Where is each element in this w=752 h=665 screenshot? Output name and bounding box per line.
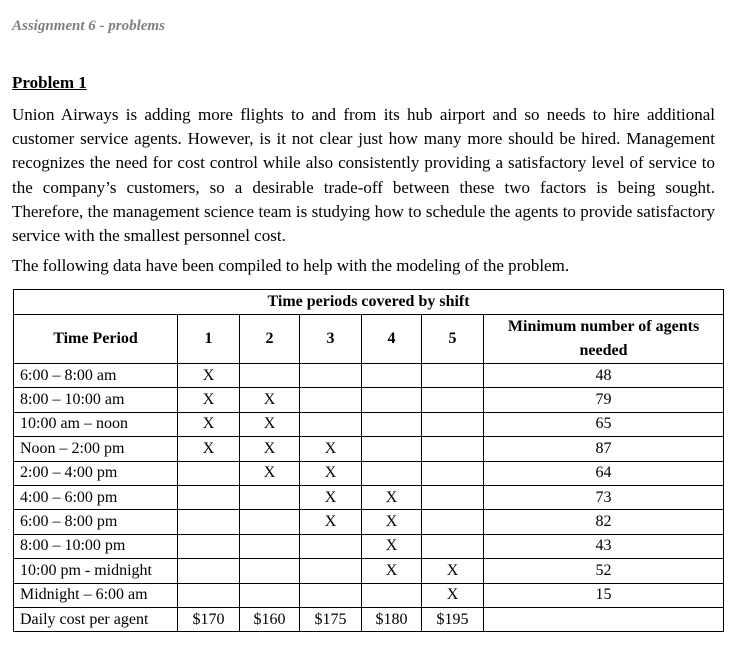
table-row <box>14 437 724 461</box>
shift-coverage-cell: X <box>240 461 300 485</box>
table-row <box>14 461 724 485</box>
shift-header: 2 <box>240 315 300 364</box>
time-period-cell: 6:00 – 8:00 am <box>14 364 178 388</box>
minimum-agents-cell: 48 <box>484 364 724 388</box>
shift-coverage-cell <box>300 364 362 388</box>
minimum-agents-cell: 73 <box>484 485 724 509</box>
shift-coverage-cell <box>178 461 240 485</box>
time-period-cell: 6:00 – 8:00 pm <box>14 510 178 534</box>
shift-header: 3 <box>300 315 362 364</box>
shift-coverage-cell <box>422 534 484 558</box>
shift-coverage-cell <box>178 559 240 583</box>
time-period-cell: 2:00 – 4:00 pm <box>14 461 178 485</box>
minimum-agents-cell: 52 <box>484 559 724 583</box>
shift-cost-cell: $195 <box>422 607 484 631</box>
shift-cost-cell: $160 <box>240 607 300 631</box>
shift-coverage-cell: X <box>300 510 362 534</box>
minimum-agents-cell: 82 <box>484 510 724 534</box>
shift-coverage-cell: X <box>240 412 300 436</box>
shift-header: 1 <box>178 315 240 364</box>
time-period-cell: Midnight – 6:00 am <box>14 583 178 607</box>
shift-coverage-cell: X <box>362 559 422 583</box>
cost-empty-cell <box>484 607 724 631</box>
shift-coverage-cell <box>240 583 300 607</box>
cost-row <box>14 607 724 631</box>
table-row <box>14 583 724 607</box>
shift-cost-cell: $170 <box>178 607 240 631</box>
table-body <box>14 364 724 632</box>
shift-coverage-cell: X <box>178 364 240 388</box>
shift-coverage-cell <box>300 559 362 583</box>
table-row <box>14 364 724 388</box>
shift-coverage-cell <box>240 364 300 388</box>
shift-coverage-cell: X <box>178 412 240 436</box>
shift-coverage-cell <box>178 534 240 558</box>
shift-coverage-cell: X <box>422 583 484 607</box>
time-period-cell: 10:00 am – noon <box>14 412 178 436</box>
shift-coverage-cell <box>178 583 240 607</box>
shift-coverage-cell: X <box>240 437 300 461</box>
shift-coverage-cell <box>422 388 484 412</box>
shift-coverage-cell <box>240 485 300 509</box>
table-row <box>14 510 724 534</box>
shift-coverage-cell <box>300 534 362 558</box>
shift-coverage-cell <box>422 485 484 509</box>
minimum-agents-cell: 43 <box>484 534 724 558</box>
minimum-agents-cell: 79 <box>484 388 724 412</box>
shift-coverage-cell <box>422 510 484 534</box>
minimum-agents-cell: 65 <box>484 412 724 436</box>
shift-coverage-cell <box>300 583 362 607</box>
document-header: Assignment 6 - problems <box>12 18 165 34</box>
shift-coverage-cell: X <box>362 510 422 534</box>
shift-coverage-cell <box>178 485 240 509</box>
group-header: Time periods covered by shift <box>14 290 724 315</box>
minimum-agents-cell: 15 <box>484 583 724 607</box>
minimum-agents-cell: 87 <box>484 437 724 461</box>
shift-coverage-cell <box>362 437 422 461</box>
table-row <box>14 534 724 558</box>
shift-coverage-cell <box>178 510 240 534</box>
shift-coverage-cell <box>362 388 422 412</box>
shift-coverage-cell: X <box>178 388 240 412</box>
time-period-cell: 10:00 pm - midnight <box>14 559 178 583</box>
table-row <box>14 412 724 436</box>
shift-coverage-cell: X <box>422 559 484 583</box>
shift-coverage-cell <box>422 461 484 485</box>
shift-coverage-cell <box>240 534 300 558</box>
shift-coverage-cell <box>362 412 422 436</box>
shift-coverage-cell: X <box>300 437 362 461</box>
problem-title: Problem 1 <box>12 73 87 92</box>
shift-coverage-cell: X <box>362 485 422 509</box>
problem-description: Union Airways is adding more flights to and from its hub airport and so needs to hire additional customer service agents. However, is it not clear just how many more should be hired. Management recognizes the need for cost control while also consistently providing a satisfactory level of service to the company’s customers, so a desirable trade-off between these two factors is being sought. Therefore, the management science team is studying how to schedule the agents to provide satisfactory service with the smallest personnel cost. <box>12 105 715 246</box>
table-row <box>14 485 724 509</box>
shift-coverage-cell <box>422 364 484 388</box>
shift-coverage-cell: X <box>240 388 300 412</box>
table-row <box>14 388 724 412</box>
shift-cost-cell: $180 <box>362 607 422 631</box>
shift-coverage-cell <box>240 510 300 534</box>
shift-coverage-cell <box>362 364 422 388</box>
shift-coverage-cell <box>240 559 300 583</box>
cost-label-cell: Daily cost per agent <box>14 607 178 631</box>
time-period-cell: Noon – 2:00 pm <box>14 437 178 461</box>
table-intro: The following data have been compiled to help with the modeling of the problem. <box>12 256 570 275</box>
time-period-cell: 8:00 – 10:00 am <box>14 388 178 412</box>
shift-header: 5 <box>422 315 484 364</box>
shift-coverage-cell: X <box>300 485 362 509</box>
shift-coverage-cell: X <box>178 437 240 461</box>
time-period-header: Time Period <box>14 315 178 364</box>
shift-coverage-cell <box>422 437 484 461</box>
shift-cost-cell: $175 <box>300 607 362 631</box>
shift-schedule-table <box>13 289 724 632</box>
shift-coverage-cell <box>422 412 484 436</box>
shift-coverage-cell <box>362 461 422 485</box>
time-period-cell: 8:00 – 10:00 pm <box>14 534 178 558</box>
table-row <box>14 559 724 583</box>
shift-coverage-cell <box>300 388 362 412</box>
shift-coverage-cell <box>300 412 362 436</box>
time-period-cell: 4:00 – 6:00 pm <box>14 485 178 509</box>
minimum-agents-header: Minimum number of agents needed <box>484 315 724 364</box>
shift-header: 4 <box>362 315 422 364</box>
minimum-agents-cell: 64 <box>484 461 724 485</box>
shift-coverage-cell: X <box>300 461 362 485</box>
shift-coverage-cell: X <box>362 534 422 558</box>
shift-coverage-cell <box>362 583 422 607</box>
